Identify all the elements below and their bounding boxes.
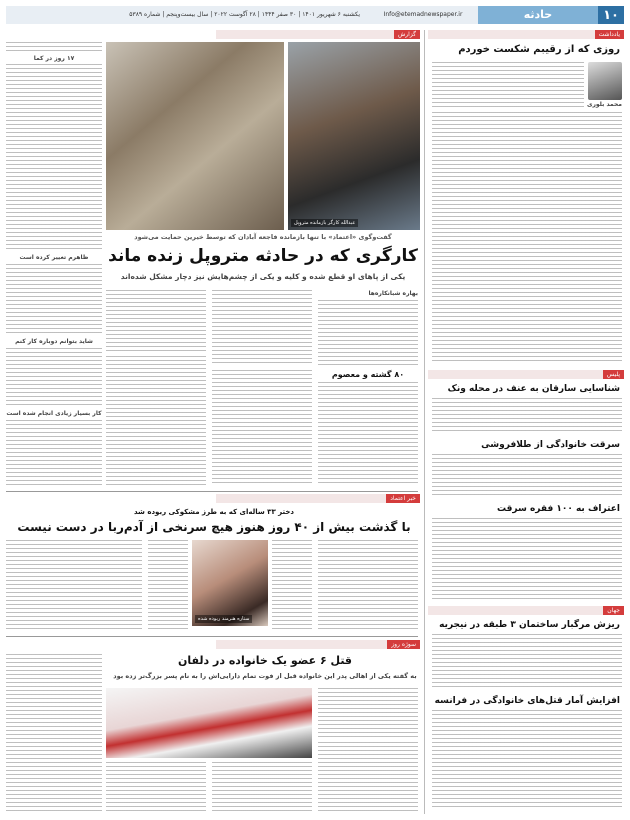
side-text-b xyxy=(212,370,312,486)
brief-3-headline: اعتراف به ۱۰۰ فقره سرقت xyxy=(496,504,620,514)
left-text-bottom xyxy=(6,348,102,406)
brief-1-headline: شناسایی سارقان به عنف در محله ونک xyxy=(447,384,620,394)
second-text-col4 xyxy=(6,540,142,632)
author-name: محمد بلوری xyxy=(586,101,622,108)
third-text-col2 xyxy=(212,762,312,814)
police-tagbar xyxy=(428,370,624,379)
inline-subhead-4: کار بسیار زیادی انجام شده است xyxy=(6,410,102,417)
brief-5-text xyxy=(432,710,622,810)
column-divider xyxy=(424,30,425,814)
report-tag: گزارش xyxy=(394,30,420,39)
southwest-tag: سوژه روز xyxy=(387,640,420,649)
third-text-col3 xyxy=(106,762,206,814)
inline-subhead-2: ظاهرم تغییر کرده است xyxy=(19,254,89,261)
opinion-text-lead xyxy=(432,62,584,110)
brief-1-text xyxy=(432,398,622,434)
page-number: ۱۰ xyxy=(603,7,619,23)
brief-4-headline: ریزش مرگبار ساختمان ۳ طبقه در نیجریه xyxy=(439,620,620,630)
police-tag: پلیس xyxy=(603,370,624,379)
third-headline: قتل ۶ عضو یک خانواده در دلفان xyxy=(177,654,353,667)
brief-4-text xyxy=(432,634,622,690)
main-byline: بهاره شبانکاره‌ها xyxy=(368,290,418,297)
left-text-top xyxy=(6,42,102,52)
second-text-col2 xyxy=(272,540,312,632)
opinion-tag: یادداشت xyxy=(595,30,624,39)
world-tag: جهان xyxy=(603,606,624,615)
report-tagbar xyxy=(216,30,420,39)
opinion-headline: روزی که از رقیبم شکست خوردم xyxy=(458,44,620,55)
opinion-text xyxy=(432,112,622,364)
woman-photo-caption: ستاره هنرمند ربوده شده xyxy=(195,615,252,623)
date-line: یکشنبه ۶ شهریور ۱۴۰۱ | ۳۰ صفر ۱۴۴۴ | ۲۸ آگوست ۲۰۲۲ | سال بیست‌وپنجم | شماره ۵۳۸۹ xyxy=(6,6,368,24)
left-text-end xyxy=(6,420,102,486)
brief-5-headline: افزایش آمار قتل‌های خانوادگی در فرانسه xyxy=(434,696,620,706)
main-headline: کارگری که در حادثه متروپل زنده ماند xyxy=(108,246,418,266)
brief-2-headline: سرقت خانوادگی از طلافروشی xyxy=(481,440,620,450)
crime-scene-photo xyxy=(106,688,312,758)
author-photo xyxy=(588,62,622,100)
survivor-photo xyxy=(288,42,420,230)
email-address[interactable]: Info@etemadnewspaper.ir xyxy=(368,6,478,24)
section-title: حادثه xyxy=(478,6,598,24)
main-subhead: یکی از پاهای او قطع شده و کلیه و یکی از چشم‌هایش نیز دچار مشکل شده‌اند xyxy=(120,272,406,281)
survivor-photo-caption: عبدالله کارگر بازمانده متروپل xyxy=(291,219,358,227)
inline-subhead-1: ۱۷ روز در کما xyxy=(33,55,75,62)
side-headline: ۸۰ گشته و معصوم xyxy=(331,370,405,379)
main-text-col3 xyxy=(106,290,206,352)
main-text-col1 xyxy=(318,300,418,366)
brief-2-text xyxy=(432,454,622,498)
third-subhead: به گفته یکی از اهالی پدر این خانواده قبل از فوت تمام دارایی‌اش را به نام پسر بزرگ‌تر زده بود xyxy=(113,672,417,680)
side-text-a xyxy=(318,382,418,486)
inline-subhead-3: شاید بتوانم دوباره کار کنم xyxy=(15,338,93,345)
side-text-c xyxy=(106,356,206,486)
second-text-col3 xyxy=(148,540,188,632)
kidnapped-woman-photo xyxy=(192,540,268,626)
left-text-mid xyxy=(6,64,102,250)
second-headline: با گذشت بیش از ۴۰ روز هنوز هیچ سرنخی از آدم‌ربا در دست نیست xyxy=(17,520,411,534)
women-tag: خبر اعتماد xyxy=(386,494,420,503)
world-tagbar xyxy=(428,606,624,615)
second-kicker: دختر ۳۳ ساله‌ای که به طرز مشکوکی ربوده شد xyxy=(133,508,295,516)
main-kicker: گفت‌وگوی «اعتماد» با تنها بازمانده فاجعه آبادان که توسط خیرین حمایت می‌شود xyxy=(134,233,392,241)
section-divider-2 xyxy=(6,636,418,637)
third-text-col1 xyxy=(318,742,418,814)
rubble-photo xyxy=(106,42,284,230)
second-text-col1 xyxy=(318,540,418,632)
main-text-col2 xyxy=(212,290,312,366)
section-divider-1 xyxy=(6,491,418,492)
third-text-col4 xyxy=(6,654,102,814)
brief-3-text xyxy=(432,518,622,600)
page-header xyxy=(6,6,624,24)
left-text-lower xyxy=(6,264,102,334)
